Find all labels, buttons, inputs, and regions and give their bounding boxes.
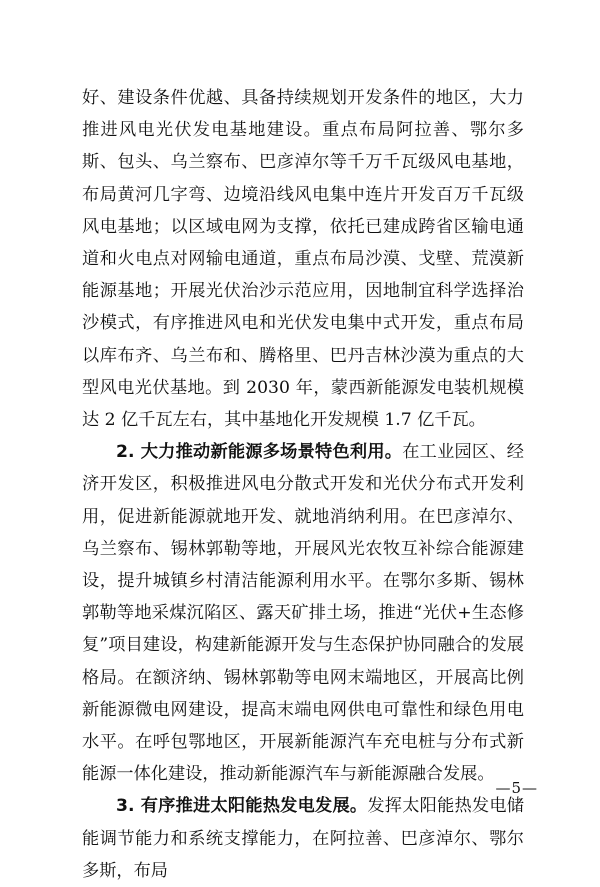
paragraph-body-3: 发挥太阳能热发电储能调节能力和系统支撑能力，在阿拉善、巴彦淖尔、鄂尔多斯，布局: [82, 796, 524, 881]
section-heading-2: 2. 大力推动新能源多场景特色利用。: [116, 442, 403, 463]
document-body: [82, 82, 524, 887]
paragraph-item-3: [82, 790, 524, 887]
paragraph-body-2: 在工业园区、经济开发区，积极推进风电分散式开发和光伏分布式开发利用，促进新能源就地开发、就地消纳利用。在巴彦淖尔、乌兰察布、锡林郭勒等地，开展风光农牧互补综合能源建设，提升城镇乡村清洁能源利用水平。在鄂尔多斯、锡林郭勒等地采煤沉陷区、露天矿排土场，推进“光伏+生态修复”项目建设，构建新能源开发与生态保护协同融合的发展格局。在额济纳、锡林郭勒等电网末端地区，开展高比例新能源微电网建设，提高末端电网供电可靠性和绿色用电水平。在呼包鄂地区，开展新能源汽车充电桩与分布式新能源一体化建设，推动新能源汽车与新能源融合发展。: [82, 442, 524, 785]
section-heading-3: 3. 有序推进太阳能热发电发展。: [116, 796, 368, 817]
paragraph-item-2: [82, 436, 524, 790]
paragraph-continuation: 好、建设条件优越、具备持续规划开发条件的地区，大力推进风电光伏发电基地建设。重点布局阿拉善、鄂尔多斯、包头、乌兰察布、巴彦淖尔等千万千瓦级风电基地，布局黄河几字弯、边境沿线风电集中连片开发百万千瓦级风电基地；以区域电网为支撑，依托已建成跨省区输电通道和火电点对网输电通道，重点布局沙漠、戈壁、荒漠新能源基地；开展光伏治沙示范应用，因地制宜科学选择治沙模式，有序推进风电和光伏发电集中式开发，重点布局以库布齐、乌兰布和、腾格里、巴丹吉林沙漠为重点的大型风电光伏基地。到 2030 年，蒙西新能源发电装机规模达 2 亿千瓦左右，其中基地化开发规模 1.7 亿千瓦。: [82, 88, 524, 431]
page-number: —5—: [495, 779, 538, 797]
